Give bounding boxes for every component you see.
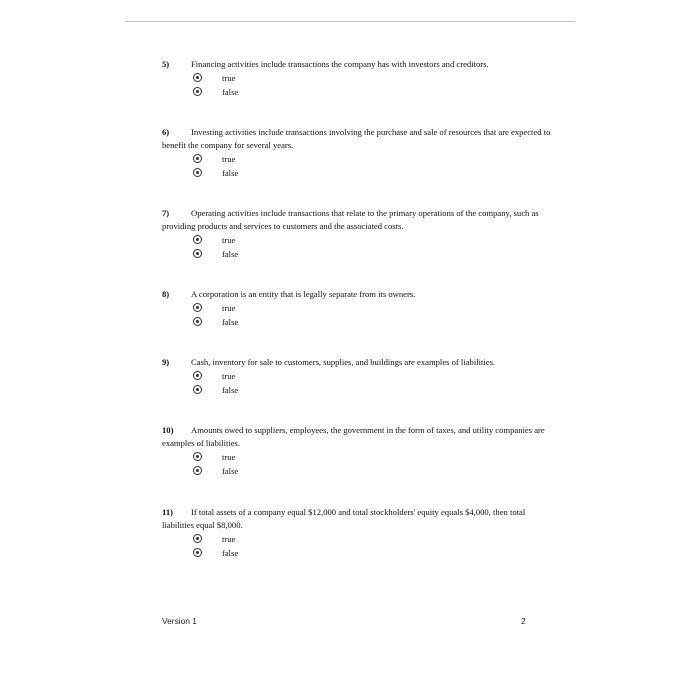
question-10 xyxy=(162,424,552,478)
question-number: 10) xyxy=(162,425,174,435)
option-true[interactable] xyxy=(162,450,552,464)
option-label: false xyxy=(222,317,239,327)
option-label: false xyxy=(222,168,239,178)
option-label: true xyxy=(222,371,236,381)
question-number: 5) xyxy=(162,59,170,69)
option-true[interactable] xyxy=(162,152,552,166)
option-false[interactable] xyxy=(162,315,552,329)
radio-button-icon[interactable] xyxy=(193,385,202,394)
question-7 xyxy=(162,207,552,261)
option-label: true xyxy=(222,534,236,544)
question-text: A corporation is an entity that is legally separate from its owners. xyxy=(191,289,416,299)
option-label: true xyxy=(222,154,236,164)
question-number: 11) xyxy=(162,507,173,517)
radio-button-icon[interactable] xyxy=(193,168,202,177)
option-label: true xyxy=(222,452,236,462)
radio-button-icon[interactable] xyxy=(193,73,202,82)
option-label: false xyxy=(222,466,239,476)
question-text: Financing activities include transactions the company has with investors and creditors. xyxy=(191,59,489,69)
question-number: 8) xyxy=(162,289,170,299)
radio-button-icon[interactable] xyxy=(193,371,202,380)
radio-button-icon[interactable] xyxy=(193,87,202,96)
radio-button-icon[interactable] xyxy=(193,534,202,543)
footer-version: Version 1 xyxy=(162,616,197,626)
question-stem xyxy=(162,126,552,152)
question-stem xyxy=(162,506,552,532)
header-divider xyxy=(125,21,575,22)
option-false[interactable] xyxy=(162,247,552,261)
option-label: true xyxy=(222,303,236,313)
question-9 xyxy=(162,356,552,397)
question-text: Cash, inventory for sale to customers, supplies, and buildings are examples of liabilities. xyxy=(191,357,496,367)
radio-button-icon[interactable] xyxy=(193,317,202,326)
option-true[interactable] xyxy=(162,369,552,383)
radio-button-icon[interactable] xyxy=(193,249,202,258)
option-label: true xyxy=(222,73,236,83)
option-true[interactable] xyxy=(162,71,552,85)
question-text: Operating activities include transactions that relate to the primary operations of the company, such as providing products and services to customers and the associated costs. xyxy=(162,208,539,231)
question-text: If total assets of a company equal $12,000 and total stockholders' equity equals $4,000, then total liabilities equal $8,000. xyxy=(162,507,526,530)
option-false[interactable] xyxy=(162,464,552,478)
option-true[interactable] xyxy=(162,233,552,247)
question-number: 7) xyxy=(162,208,170,218)
radio-button-icon[interactable] xyxy=(193,466,202,475)
option-true[interactable] xyxy=(162,301,552,315)
option-false[interactable] xyxy=(162,546,552,560)
question-text: Investing activities include transactions involving the purchase and sale of resources that are expected to benefit the company for several years. xyxy=(162,127,551,150)
radio-button-icon[interactable] xyxy=(193,548,202,557)
footer-page-number: 2 xyxy=(521,616,526,626)
option-false[interactable] xyxy=(162,85,552,99)
question-5 xyxy=(162,58,552,99)
radio-button-icon[interactable] xyxy=(193,452,202,461)
option-true[interactable] xyxy=(162,532,552,546)
question-stem xyxy=(162,288,552,301)
radio-button-icon[interactable] xyxy=(193,235,202,244)
question-stem xyxy=(162,58,552,71)
option-label: false xyxy=(222,87,239,97)
question-number: 6) xyxy=(162,127,170,137)
option-label: false xyxy=(222,548,239,558)
question-stem xyxy=(162,424,552,450)
option-label: false xyxy=(222,249,239,259)
question-11 xyxy=(162,506,552,560)
option-label: false xyxy=(222,385,239,395)
option-false[interactable] xyxy=(162,166,552,180)
option-false[interactable] xyxy=(162,383,552,397)
option-label: true xyxy=(222,235,236,245)
question-stem xyxy=(162,207,552,233)
question-text: Amounts owed to suppliers, employees, the government in the form of taxes, and utility companies are examples of liabilities. xyxy=(162,425,545,448)
question-number: 9) xyxy=(162,357,170,367)
question-6 xyxy=(162,126,552,180)
radio-button-icon[interactable] xyxy=(193,154,202,163)
radio-button-icon[interactable] xyxy=(193,303,202,312)
question-8 xyxy=(162,288,552,329)
question-stem xyxy=(162,356,552,369)
